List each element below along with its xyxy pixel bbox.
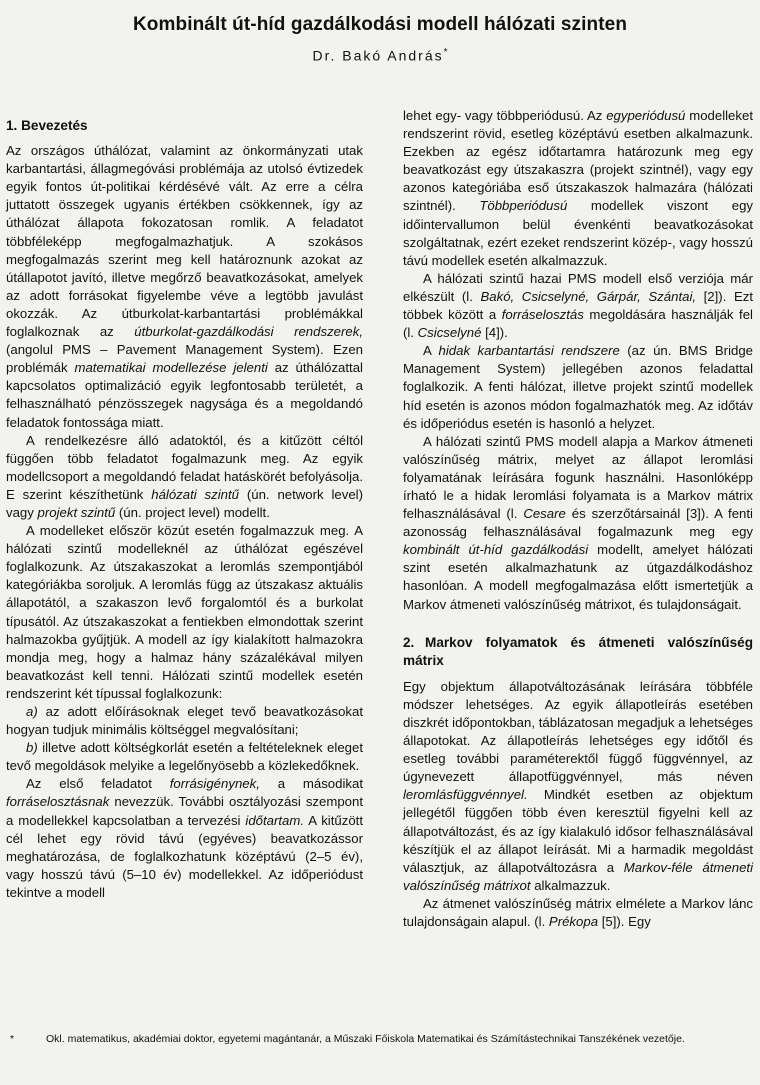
text-run: nevezzük. További osztályozási szempont a modellekkel kapcsolatban a tervezési — [6, 794, 363, 828]
italic-term: időtartam. — [245, 812, 305, 828]
left-column — [6, 117, 363, 902]
text-run: A hálózati szintű PMS modell alapja a Markov átmeneti valószínűség mátrix, melyet az állapot leromlási folyamatának leírására fogunk használni. Hasonlóképp írható le a hidak leromlási folyamata is a Markov mátrix felhasználásával (l. — [403, 433, 753, 522]
text-run: modellek viszont egy időintervallumon belül évenkénti beavatkozásokat szolgáltatnak, ezért ezeket rendszerint közép-, vagy hosszú távú modellek esetén alkalmazzuk. — [403, 198, 753, 268]
text-run: A — [423, 343, 439, 359]
italic-term: matematikai modellezése jelenti — [74, 360, 268, 376]
text-run: A kitűzött cél lehet egy rövid távú (egyéves) beavatkozássor meghatározása, de foglalkozhatunk középtávú (2–5 év), vagy hosszú távú (5–10 év) modellekkel. Az időperiódust tekintve a modell — [6, 812, 363, 900]
paragraph — [403, 433, 753, 614]
text-run: [2]). Ezt többek között a — [403, 288, 753, 323]
text-run: (ún. project level) modellt. — [115, 504, 270, 520]
text-run: modelleket rendszerint rövid, esetleg középtávú esetben alkalmazunk. Ezekben az egész időtartamra határozunk meg egy beavatkozást egy útszakaszra (projekt szintnél), vagy egy azonos kategóriába eső útszakaszok halmazára (hálózati szintnél). — [403, 108, 753, 214]
italic-term: Prékopa — [548, 914, 599, 930]
text-run: [5]). Egy — [598, 914, 651, 930]
text-run: és szerzőtársainál [3]). A fenti azonosság felhasználásával fogalmazunk meg egy — [403, 506, 753, 540]
paragraph — [403, 895, 753, 931]
italic-term: egyperiódusú — [606, 108, 686, 123]
paragraph — [403, 678, 753, 895]
paragraph — [403, 270, 753, 342]
paragraph — [6, 142, 363, 432]
italic-term: forrásigénynek, — [169, 776, 260, 792]
text-run: A hálózati szintű hazai PMS modell első verziója már elkészült (l. — [403, 270, 753, 304]
text-run: Egy objektum állapotváltozásának leírására többféle módszer lehetséges. Az egyik állapotleírás esetében diszkrét időpontokban, táblázatosan megadjuk a lehetséges állapotokat. Az állapotleírás lehetséges egy időtől és esetleg további paraméterektől függő függvénnyel, az úgynevezett állapotfüggvénnyel, más néven — [403, 678, 753, 785]
text-run: Az átmenet valószínűség mátrix elmélete a Markov lánc tulajdonságain alapul. (l. — [403, 895, 753, 930]
italic-term: kombinált út-híd gazdálkodási — [403, 542, 589, 558]
author-line — [0, 47, 760, 64]
right-column — [403, 107, 753, 931]
text-run: megoldására használják fel (l. — [403, 307, 753, 341]
footnote — [6, 1032, 754, 1047]
section-number: 2. — [403, 634, 415, 650]
italic-term: Csicselyné — [417, 325, 482, 341]
italic-term: leromlásfüggvénnyel. — [403, 787, 528, 803]
text-run: lehet egy- vagy többperiódusú. Az — [403, 108, 607, 123]
italic-term: útburkolat-gazdálkodási rendszerek, — [134, 324, 363, 340]
text-run: (ún. network level) vagy — [6, 486, 363, 520]
section-heading-introduction: 1. Bevezetés — [6, 118, 88, 133]
italic-term: Bakó, Csicselyné, Gárpár, Szántai, — [480, 288, 697, 304]
text-run: (angolul PMS – Pavement Management System). Ezen problémák — [6, 342, 363, 376]
text-run: a másodikat — [259, 776, 363, 792]
text-run: [4]). — [481, 325, 508, 341]
paper-title: Kombinált út-híd gazdálkodási modell hálózati szinten — [132, 14, 628, 35]
list-item-a — [6, 703, 363, 739]
text-run: Az első feladatot — [26, 776, 170, 792]
paragraph — [403, 342, 753, 432]
paragraph — [6, 432, 363, 522]
text-run: Az országos úthálózat, valamint az önkormányzati utak karbantartási, állagmegóvási problémája az utolsó évtizedek egyik fontos út-politikai kérdésévé vált. Az erre a célra juttatott összegek ugyanis értékben csökkennek, így az úthálózat állapota fokozatosan romlik. A feladatot többféleképp megfogalmazhatjuk. A szokásos megfogalmazás szerint meg kell határoznunk azokat az útállapotot javító, illetve megőrző beavatkozásokat, amelyek az adott forrásokat figyelembe véve a legtöbb javulást okozzák. Az útburkolat-karbantartási problémákkal foglalkoznak az — [6, 143, 363, 340]
author-footnote-mark: * — [443, 47, 448, 58]
text-run: A rendelkezésre álló adatoktól, és a kitűzött céltól függően több feladatot fogalmazunk meg. Az egyik modellcsoport a megoldandó feladat hatáskörét befolyásolja. E szerint készíthetünk — [6, 432, 363, 502]
text-run: modellt, amelyet hálózati szint esetén alkalmazhatunk az útgazdálkodáshoz hasonlóan. A modell megfogalmazása előtt ismertetjük a Markov átmeneti valószínűség mátrixot, és tulajdonságait. — [403, 542, 753, 612]
italic-term: projekt szintű — [37, 504, 116, 520]
list-item-b — [6, 739, 363, 775]
italic-term: forráselosztás — [501, 307, 584, 323]
italic-term: forráselosztásnak — [6, 794, 110, 810]
paragraph — [6, 775, 363, 902]
list-label: b) — [26, 740, 38, 756]
paragraph — [403, 107, 753, 270]
text-run: Mindkét esetben az objektum jellegétől függően több éven keresztül figyelni kell az állapotváltozást, és az így kialakuló idősor felhasználásával készítjük el az állapot leírását. Mi a harmadik megoldást választjuk, az állapotváltozásra a — [403, 787, 753, 875]
italic-term: Cesare — [523, 506, 566, 522]
italic-term: hidak karbantartási rendszere — [438, 343, 620, 359]
list-label: a) — [26, 704, 38, 719]
italic-term: hálózati szintű — [151, 486, 240, 502]
section-title: Markov folyamatok és átmeneti valószínűség mátrix — [403, 634, 753, 668]
text-run: (az ún. BMS Bridge Management System) jellegében azonos feladattal foglalkozik. A fenti hálózat, illetve projekt szintű modellek híd esetén is azonos módon fogalmazhatók meg. Az időtáv és időperiódus esetén is hasonló a helyzet. — [403, 343, 754, 431]
paragraph: A modelleket először közút esetén fogalmazzuk meg. A hálózati szintű modelleknél az úthálózat egészével foglalkozunk. Az útszakaszokat a leromlás szempontjából kategóriákba soroljuk. A leromlás függ az útszakasz aktuális állapotától, a szakaszon levő forgalomtól és a burkolat típusától. Az útszakaszokat a fentiekben elmondottak szerint halmazokba gyűjtjük. A modell az így kialakított halmazokra mondja meg, hogy a halmaz hány százalékával milyen beavatkozást kell tenni. Hálózati szintű modellek esetén rendszerint két típussal foglalkozunk: — [6, 523, 363, 701]
footnote-text: Okl. matematikus, akadémiai doktor, egyetemi magántanár, a Műszaki Főiskola Matematikai és Számítástechnikai Tanszékének vezetője. — [46, 1033, 685, 1045]
italic-term: Markov-féle átmeneti valószínűség mátrixot — [403, 859, 753, 893]
author-name: Dr. Bakó András — [312, 47, 444, 64]
text-run: alkalmazzuk. — [530, 877, 611, 893]
section-heading-markov — [403, 634, 753, 670]
italic-term: Többperiódusú — [479, 198, 568, 214]
text-run: illetve adott költségkorlát esetén a feltételeknek eleget tevő megoldások melyike a legelőnyösebb a közlekedőknek. — [6, 740, 363, 774]
text-run: az úthálózattal kapcsolatos optimalizáció egyik legfontosabb területét, a felhasználható pénzösszegek nagysága és a megoldandó feladatok fontossága miatt. — [6, 360, 363, 430]
text-run: az adott előírásoknak eleget tevő beavatkozásokat hogyan tudjuk minimális költséggel megvalósítani; — [6, 704, 363, 738]
footnote-mark: * — [10, 1033, 15, 1045]
